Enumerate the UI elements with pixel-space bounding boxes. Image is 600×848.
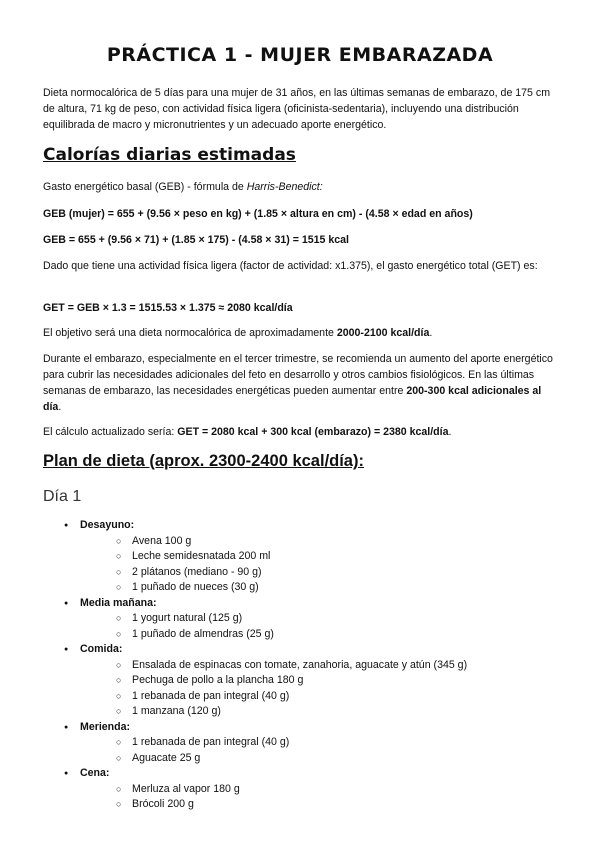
updated-value: GET = 2080 kcal + 300 kcal (embarazo) = 2380 kcal/día (177, 426, 449, 438)
updated-calculation (43, 424, 557, 440)
updated-text: El cálculo actualizado sería: (43, 426, 178, 438)
food-item: ○ Brócoli 200 g (80, 797, 564, 813)
section-heading-diet-plan: Plan de dieta (aprox. 2300-2400 kcal/día): (43, 452, 364, 470)
meal-label: Desayuno: (80, 519, 135, 531)
meal-list (64, 518, 564, 813)
meal-item (64, 518, 564, 596)
geb-intro-formula-name: Harris-Benedict: (246, 181, 323, 193)
food-item: ○ Avena 100 g (80, 534, 564, 550)
food-item: ○ Ensalada de espinacas con tomate, zanahoria, aguacate y atún (345 g) (80, 658, 564, 674)
meal-item (64, 766, 564, 813)
meal-item (64, 596, 564, 643)
geb-intro (43, 179, 557, 195)
food-item: ○ Pechuga de pollo a la plancha 180 g (80, 673, 564, 689)
objective-text: El objetivo será una dieta normocalórica de aproximadamente (43, 327, 337, 339)
food-item: ○ 1 puñado de almendras (25 g) (80, 627, 564, 643)
food-item: ○ 2 plátanos (mediano - 90 g) (80, 565, 564, 581)
geb-intro-text: Gasto energético basal (GEB) - fórmula de (43, 181, 247, 193)
geb-calculation-text: GEB = 655 + (9.56 × 71) + (1.85 × 175) - (4.58 × 31) = 1515 kcal (43, 234, 349, 246)
food-list (80, 782, 564, 813)
meal-label: Media mañana: (80, 596, 157, 609)
document-title: PRÁCTICA 1 - MUJER EMBARAZADA (106, 44, 494, 66)
food-list (80, 611, 564, 642)
objective-value: 2000-2100 kcal/día (336, 327, 430, 339)
food-item: ○ Aguacate 25 g (80, 751, 564, 767)
pregnancy-paragraph (43, 351, 557, 415)
section-heading-calories: Calorías diarias estimadas (43, 145, 296, 165)
food-list (80, 658, 564, 720)
activity-paragraph: Dado que tiene una actividad física ligera (factor de actividad: x1.375), el gasto energético total (GET) es: (43, 260, 538, 272)
food-item: ○ Merluza al vapor 180 g (80, 782, 564, 798)
geb-formula (43, 206, 557, 222)
geb-calculation (43, 232, 557, 248)
food-item: ○ Leche semidesnatada 200 ml (80, 549, 564, 565)
food-item: ○ 1 rebanada de pan integral (40 g) (80, 735, 564, 751)
day-heading: Día 1 (43, 488, 82, 505)
meal-label: Comida: (80, 643, 123, 655)
meal-label: Merienda: (80, 720, 131, 733)
food-item: ○ 1 yogurt natural (125 g) (80, 611, 564, 627)
food-item: ○ 1 puñado de nueces (30 g) (80, 580, 564, 596)
get-formula-text: GET = GEB × 1.3 = 1515.53 × 1.375 ≈ 2080 kcal/día (43, 302, 293, 314)
food-list (80, 534, 564, 596)
food-item: ○ 1 rebanada de pan integral (40 g) (80, 689, 564, 705)
objective-end: . (429, 327, 433, 339)
meal-item (64, 720, 564, 767)
food-item: ○ 1 manzana (120 g) (80, 704, 564, 720)
objective-paragraph (43, 325, 557, 341)
food-list (80, 735, 564, 766)
pregnancy-text: Durante el embarazo, especialmente en el tercer trimestre, se recomienda un aumento del aporte energético para cubrir las necesidades adicionales del feto en desarrollo y otros cambios fisiológicos. En las últimas semanas de embarazo, las necesidades energéticas pueden aumentar entre (43, 353, 553, 397)
meal-item (64, 642, 564, 720)
pregnancy-end: . (58, 401, 62, 413)
meal-label: Cena: (80, 767, 110, 779)
get-formula (43, 300, 557, 316)
updated-end: . (448, 426, 452, 438)
pregnancy-value: 200-300 kcal adicionales al día (43, 385, 542, 413)
intro-paragraph: Dieta normocalórica de 5 días para una mujer de 31 años, en las últimas semanas de embarazo, de 175 cm de altura, 71 kg de peso, con actividad física ligera (oficinista-sedentaria), incluyendo una distribución equilibrada de macro y micronutrientes y un adecuado aporte energético. (43, 87, 551, 131)
geb-formula-text: GEB (mujer) = 655 + (9.56 × peso en kg) + (1.85 × altura en cm) - (4.58 × edad en años) (43, 208, 473, 220)
